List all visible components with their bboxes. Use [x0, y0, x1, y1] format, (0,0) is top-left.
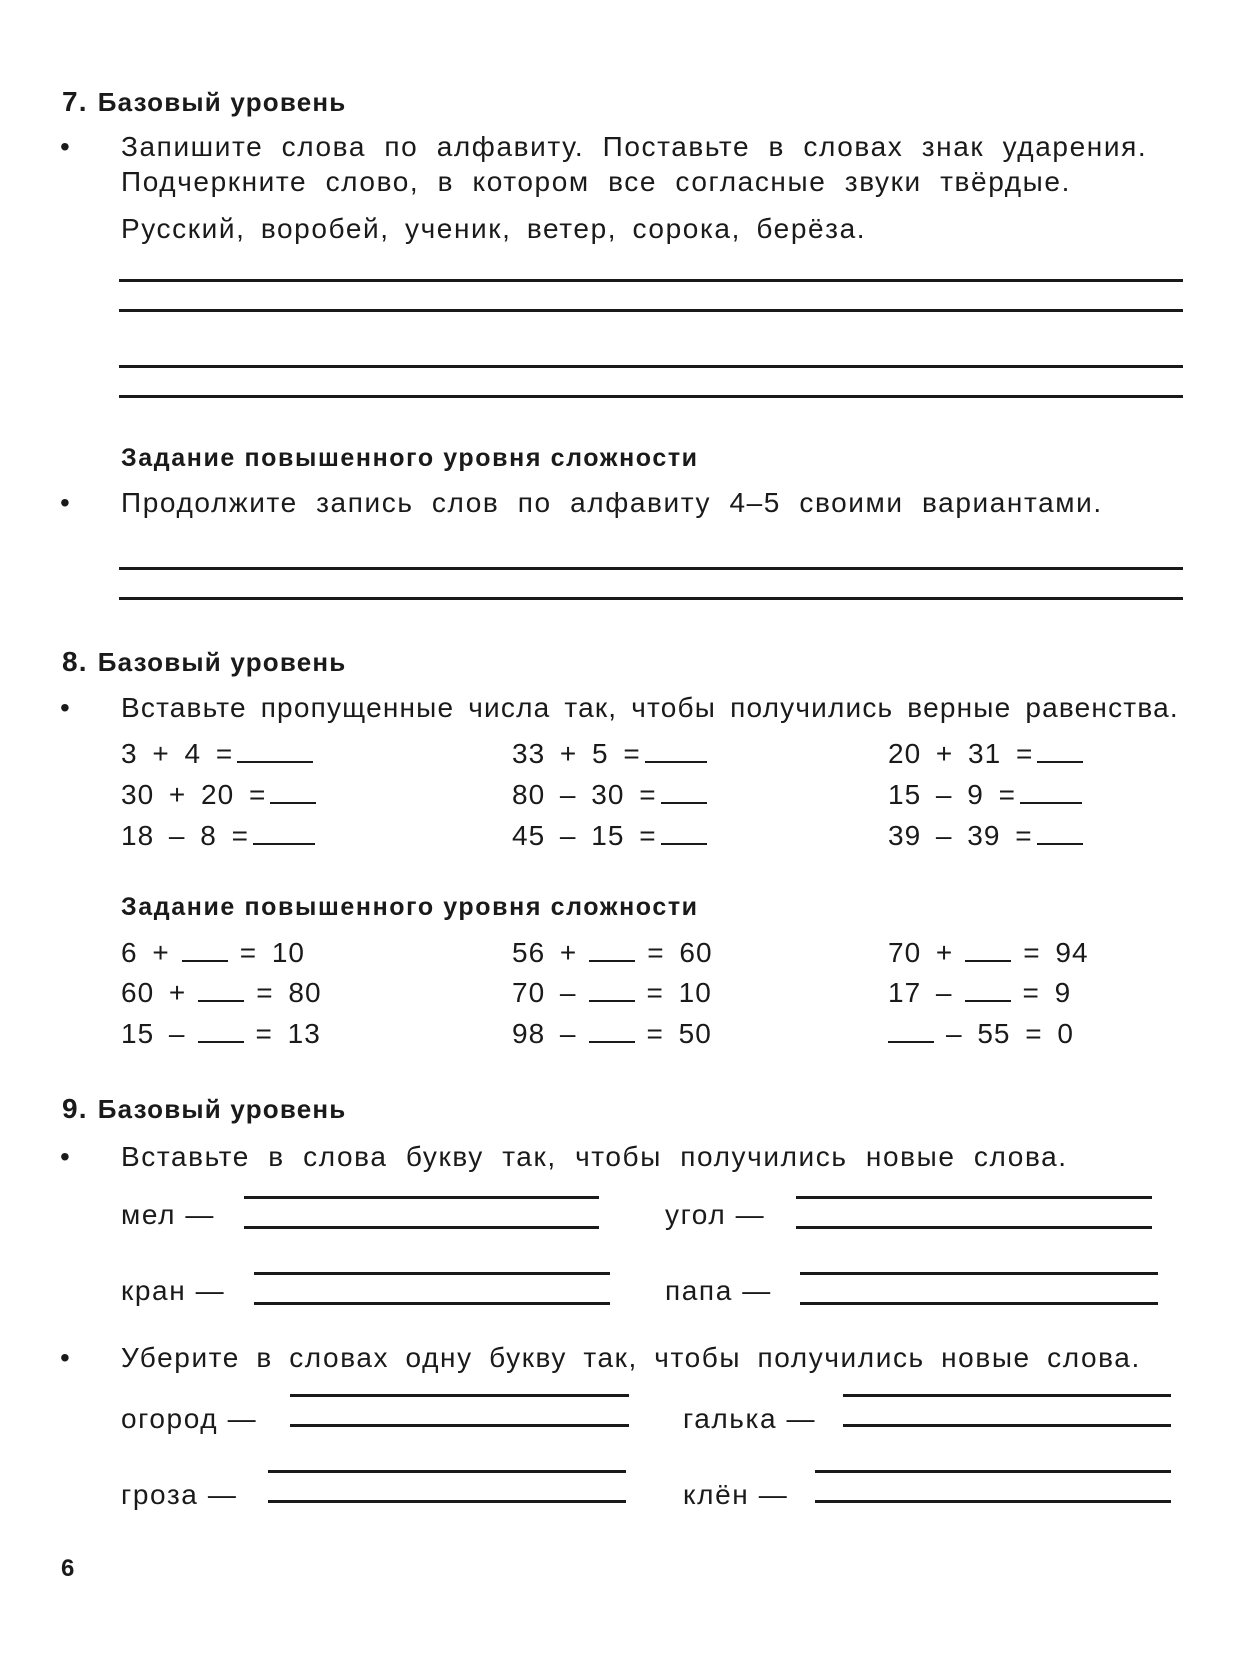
equation: 15 – = 13	[121, 1018, 321, 1049]
task7-instruction-line1: Запишите слова по алфавиту. Поставьте в словах знак ударения.	[121, 131, 1148, 162]
answer-line[interactable]	[119, 365, 1183, 368]
answer-blank[interactable]	[198, 1019, 244, 1043]
equation: 6 + = 10	[121, 937, 305, 968]
answer-blank[interactable]	[1037, 821, 1083, 845]
equation: 45 – 15 =	[512, 820, 711, 852]
answer-blank[interactable]	[661, 821, 707, 845]
page-number: 6	[61, 1555, 75, 1582]
answer-line[interactable]	[244, 1226, 599, 1229]
bullet: •	[60, 131, 70, 162]
answer-blank[interactable]	[253, 821, 315, 845]
answer-line[interactable]	[800, 1272, 1158, 1275]
word-label: клён —	[683, 1479, 789, 1510]
task9-level: Базовый уровень	[97, 1094, 347, 1124]
answer-blank[interactable]	[888, 1019, 934, 1043]
task9-instruction-insert: Вставьте в слова букву так, чтобы получились новые слова.	[121, 1141, 1068, 1172]
answer-blank[interactable]	[965, 978, 1011, 1002]
answer-blank[interactable]	[1037, 739, 1083, 763]
task7-instruction-line2: Подчеркните слово, в котором все согласные звуки твёрдые.	[121, 166, 1071, 197]
bullet: •	[60, 1141, 70, 1172]
equation: 17 – = 9	[888, 977, 1072, 1008]
equation: 15 – 9 =	[888, 779, 1086, 811]
word-label: огород —	[121, 1403, 258, 1434]
equation: 3 + 4 =	[121, 738, 317, 770]
answer-line[interactable]	[119, 395, 1183, 398]
bullet: •	[60, 487, 70, 518]
bullet: •	[60, 1342, 70, 1373]
answer-line[interactable]	[815, 1470, 1171, 1473]
word-label: галька —	[683, 1403, 817, 1434]
answer-line[interactable]	[796, 1196, 1152, 1199]
answer-line[interactable]	[815, 1500, 1171, 1503]
task8-level: Базовый уровень	[97, 647, 347, 677]
task7-heading	[62, 86, 346, 118]
equation: 70 – = 10	[512, 977, 712, 1008]
answer-blank[interactable]	[589, 938, 635, 962]
answer-blank[interactable]	[1020, 780, 1082, 804]
answer-blank[interactable]	[270, 780, 316, 804]
bullet: •	[60, 692, 70, 723]
task8-heading	[62, 646, 346, 678]
task7-advanced-instruction: Продолжите запись слов по алфавиту 4–5 своими вариантами.	[121, 487, 1103, 518]
word-label: папа —	[665, 1275, 772, 1306]
task7-advanced-title: Задание повышенного уровня сложности	[121, 444, 699, 472]
word-label: гроза —	[121, 1479, 238, 1510]
answer-blank[interactable]	[237, 739, 313, 763]
answer-blank[interactable]	[589, 978, 635, 1002]
equation: 60 + = 80	[121, 977, 322, 1008]
answer-line[interactable]	[119, 567, 1183, 570]
answer-line[interactable]	[843, 1394, 1171, 1397]
task7-words: Русский, воробей, ученик, ветер, сорока, берёза.	[121, 213, 867, 244]
answer-line[interactable]	[796, 1226, 1152, 1229]
answer-blank[interactable]	[661, 780, 707, 804]
answer-line[interactable]	[290, 1394, 629, 1397]
task7-number: 7.	[62, 86, 88, 117]
task7-level: Базовый уровень	[97, 87, 347, 117]
word-label: мел —	[121, 1199, 216, 1230]
task8-instruction: Вставьте пропущенные числа так, чтобы получились верные равенства.	[121, 692, 1179, 723]
task8-number: 8.	[62, 646, 88, 677]
answer-line[interactable]	[843, 1424, 1171, 1427]
answer-line[interactable]	[254, 1272, 610, 1275]
equation: – 55 = 0	[888, 1018, 1074, 1050]
task9-number: 9.	[62, 1093, 88, 1124]
answer-line[interactable]	[244, 1196, 599, 1199]
task9-heading	[62, 1093, 346, 1125]
equation: 30 + 20 =	[121, 779, 320, 811]
answer-blank[interactable]	[645, 739, 707, 763]
answer-line[interactable]	[290, 1424, 629, 1427]
answer-line[interactable]	[119, 309, 1183, 312]
answer-line[interactable]	[268, 1500, 626, 1503]
answer-blank[interactable]	[182, 938, 228, 962]
equation: 33 + 5 =	[512, 738, 711, 770]
answer-line[interactable]	[268, 1470, 626, 1473]
equation: 70 + = 94	[888, 937, 1089, 968]
answer-line[interactable]	[800, 1302, 1158, 1305]
task9-instruction-remove: Уберите в словах одну букву так, чтобы получились новые слова.	[121, 1342, 1141, 1373]
equation: 20 + 31 =	[888, 738, 1087, 770]
word-label: угол —	[665, 1199, 766, 1230]
answer-line[interactable]	[119, 279, 1183, 282]
word-label: кран —	[121, 1275, 226, 1306]
equation: 56 + = 60	[512, 937, 713, 968]
equation: 98 – = 50	[512, 1018, 712, 1049]
answer-blank[interactable]	[198, 978, 244, 1002]
answer-blank[interactable]	[965, 938, 1011, 962]
task8-advanced-title: Задание повышенного уровня сложности	[121, 893, 699, 921]
answer-line[interactable]	[119, 597, 1183, 600]
answer-line[interactable]	[254, 1302, 610, 1305]
answer-blank[interactable]	[589, 1019, 635, 1043]
equation: 39 – 39 =	[888, 820, 1087, 852]
equation: 80 – 30 =	[512, 779, 711, 811]
equation: 18 – 8 =	[121, 820, 319, 852]
